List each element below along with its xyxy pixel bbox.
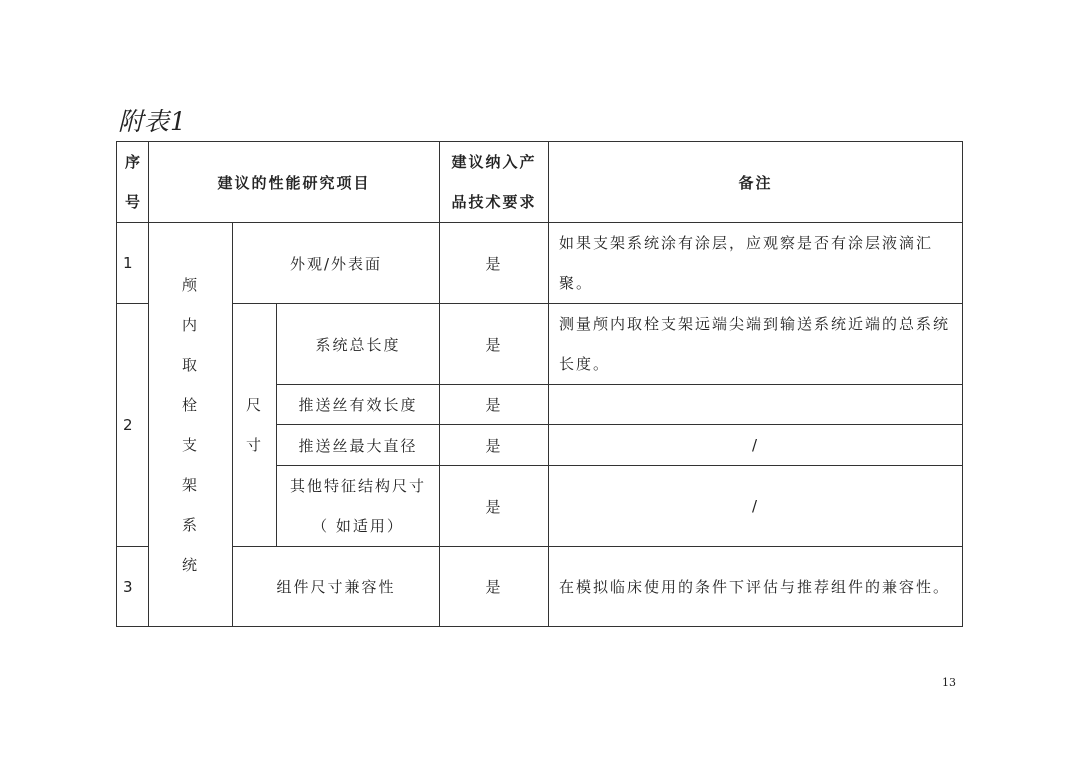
row-remark: 如果支架系统涂有涂层，应观察是否有涂层液滴汇聚。	[549, 223, 963, 304]
row-seq: 1	[117, 223, 149, 304]
header-item: 建议的性能研究项目	[149, 142, 440, 223]
row-item	[277, 466, 440, 547]
group-char: 支	[181, 436, 199, 454]
header-include: 建议纳入产品技术要求	[440, 142, 549, 223]
group-char: 栓	[181, 396, 199, 414]
row-item: 外观/外表面	[233, 223, 440, 304]
table-row	[117, 304, 963, 385]
row-seq: 3	[117, 547, 149, 627]
group-char: 取	[181, 356, 199, 374]
row-include: 是	[440, 547, 549, 627]
group-char: 内	[181, 316, 199, 334]
row-item-line: 其他特征结构尺寸	[290, 477, 427, 495]
row-include: 是	[440, 466, 549, 547]
page-number: 13	[942, 676, 956, 689]
row-seq: 2	[117, 304, 149, 547]
row-remark	[549, 385, 963, 425]
row-remark: 测量颅内取栓支架远端尖端到输送系统近端的总系统长度。	[549, 304, 963, 385]
table-row	[117, 223, 963, 304]
table-row	[117, 547, 963, 627]
header-seq: 序号	[117, 142, 149, 223]
row-include: 是	[440, 385, 549, 425]
performance-table	[116, 141, 963, 627]
header-remark: 备注	[549, 142, 963, 223]
size-label-cell	[233, 304, 277, 547]
group-char: 颅	[181, 276, 199, 294]
row-item: 推送丝有效长度	[277, 385, 440, 425]
group-char: 架	[181, 476, 199, 494]
row-remark: /	[549, 466, 963, 547]
row-remark: /	[549, 425, 963, 466]
size-char: 尺	[245, 396, 263, 414]
row-item-line: （ 如适用）	[312, 517, 404, 535]
row-item: 推送丝最大直径	[277, 425, 440, 466]
row-remark: 在模拟临床使用的条件下评估与推荐组件的兼容性。	[549, 547, 963, 627]
row-include: 是	[440, 304, 549, 385]
row-item: 系统总长度	[277, 304, 440, 385]
table-header-row	[117, 142, 963, 223]
group-char: 统	[181, 556, 199, 574]
group-label-cell	[149, 223, 233, 627]
size-char: 寸	[245, 436, 263, 454]
row-include: 是	[440, 223, 549, 304]
page-title: 附表1	[118, 107, 187, 136]
group-char: 系	[181, 516, 199, 534]
row-item: 组件尺寸兼容性	[233, 547, 440, 627]
row-include: 是	[440, 425, 549, 466]
